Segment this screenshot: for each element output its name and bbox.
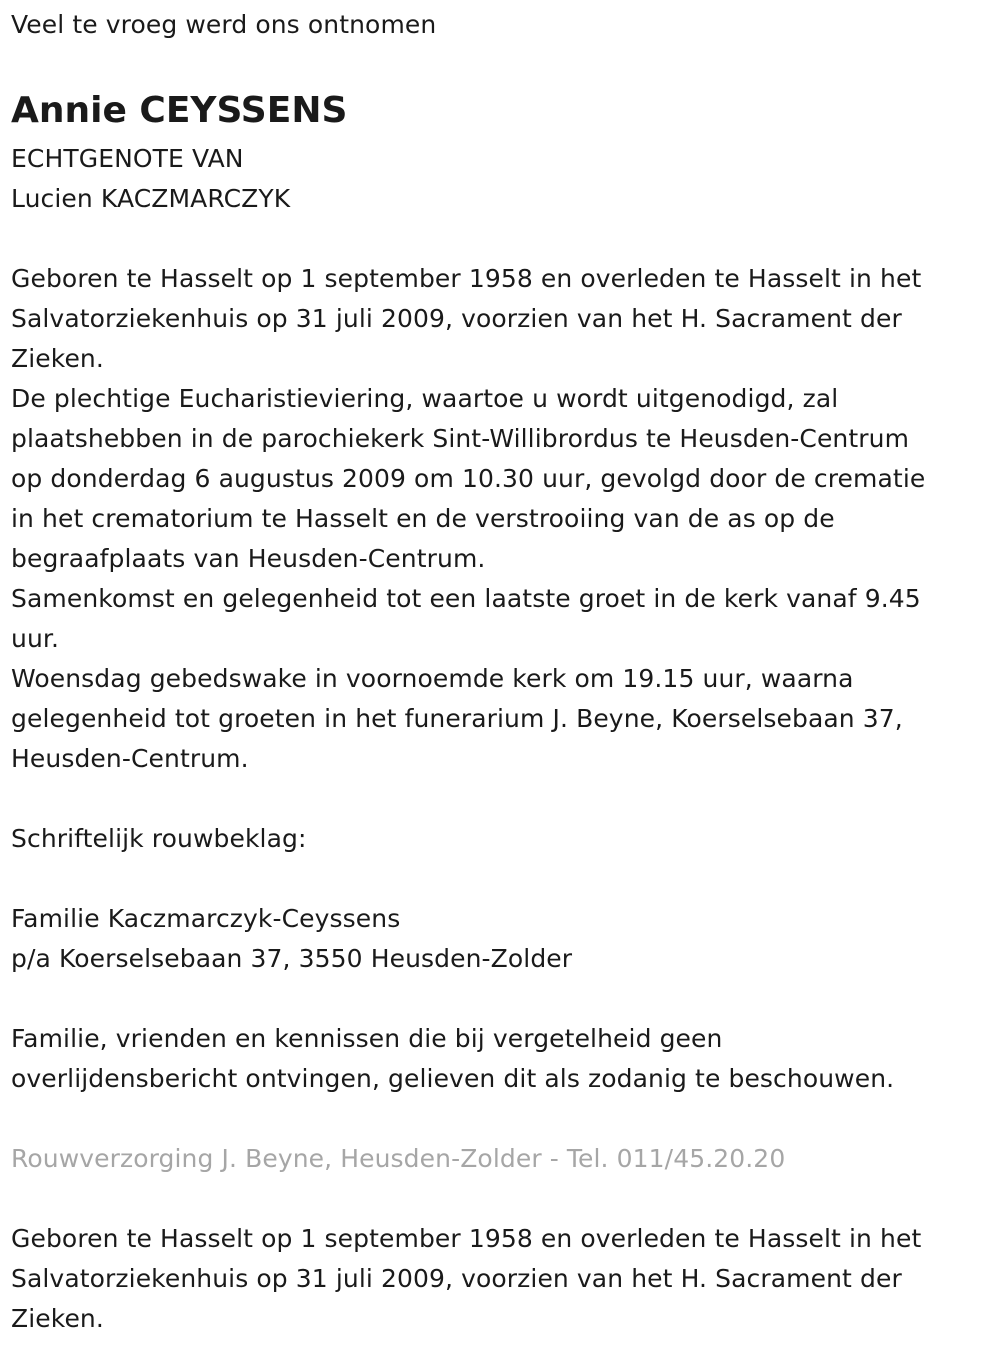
intro-line: Veel te vroeg werd ons ontnomen	[11, 10, 437, 39]
address-line: Familie Kaczmarczyk-Ceyssens	[11, 904, 401, 933]
paragraph-line: Familie, vrienden en kennissen die bij vergetelheid geen	[11, 1024, 723, 1053]
paragraph-line: Zieken.	[11, 1304, 104, 1333]
paragraph-line: Heusden-Centrum.	[11, 744, 249, 773]
spacer	[11, 1179, 990, 1219]
birth-death-paragraph-repeat	[11, 1219, 990, 1339]
notice-paragraph	[11, 1019, 990, 1099]
paragraph-line: begraafplaats van Heusden-Centrum.	[11, 544, 486, 573]
paragraph-line: Woensdag gebedswake in voornoemde kerk om 19.15 uur, waarna	[11, 664, 854, 693]
obituary-page	[0, 5, 1000, 1349]
paragraph-line: De plechtige Eucharistieviering, waartoe u wordt uitgenodigd, zal	[11, 384, 839, 413]
spacer	[11, 1099, 990, 1139]
birth-death-paragraph	[11, 259, 990, 379]
paragraph-line: Salvatorziekenhuis op 31 juli 2009, voorzien van het H. Sacrament der	[11, 304, 902, 333]
address-line: p/a Koerselsebaan 37, 3550 Heusden-Zolder	[11, 944, 573, 973]
paragraph-line: plaatshebben in de parochiekerk Sint-Willibrordus te Heusden-Centrum	[11, 424, 910, 453]
paragraph-line: Zieken.	[11, 344, 104, 373]
paragraph-line: Samenkomst en gelegenheid tot een laatste groet in de kerk vanaf 9.45	[11, 584, 921, 613]
spacer	[11, 979, 990, 1019]
condolence-address	[11, 899, 990, 979]
gathering-paragraph	[11, 579, 990, 659]
paragraph-line: gelegenheid tot groeten in het funerarium J. Beyne, Koerselsebaan 37,	[11, 704, 903, 733]
paragraph-line: uur.	[11, 624, 60, 653]
spacer	[11, 219, 990, 259]
deceased-name: Annie CEYSSENS	[11, 90, 348, 131]
paragraph-line: op donderdag 6 augustus 2009 om 10.30 uur, gevolgd door de crematie	[11, 464, 926, 493]
spacer	[11, 45, 990, 85]
wake-paragraph	[11, 659, 990, 779]
paragraph-line: overlijdensbericht ontvingen, gelieven dit als zodanig te beschouwen.	[11, 1064, 895, 1093]
spacer	[11, 859, 990, 899]
paragraph-line: Geboren te Hasselt op 1 september 1958 en overleden te Hasselt in het	[11, 1224, 922, 1253]
paragraph-line: Geboren te Hasselt op 1 september 1958 en overleden te Hasselt in het	[11, 264, 922, 293]
condolence-label: Schriftelijk rouwbeklag:	[11, 824, 307, 853]
ceremony-paragraph	[11, 379, 990, 579]
relation-label: ECHTGENOTE VAN	[11, 144, 244, 173]
spacer	[11, 779, 990, 819]
spouse-name: Lucien KACZMARCZYK	[11, 184, 291, 213]
paragraph-line: Salvatorziekenhuis op 31 juli 2009, voorzien van het H. Sacrament der	[11, 1264, 902, 1293]
paragraph-line: in het crematorium te Hasselt en de verstrooiing van de as op de	[11, 504, 835, 533]
funeral-home-credit: Rouwverzorging J. Beyne, Heusden-Zolder - Tel. 011/45.20.20	[11, 1144, 786, 1173]
